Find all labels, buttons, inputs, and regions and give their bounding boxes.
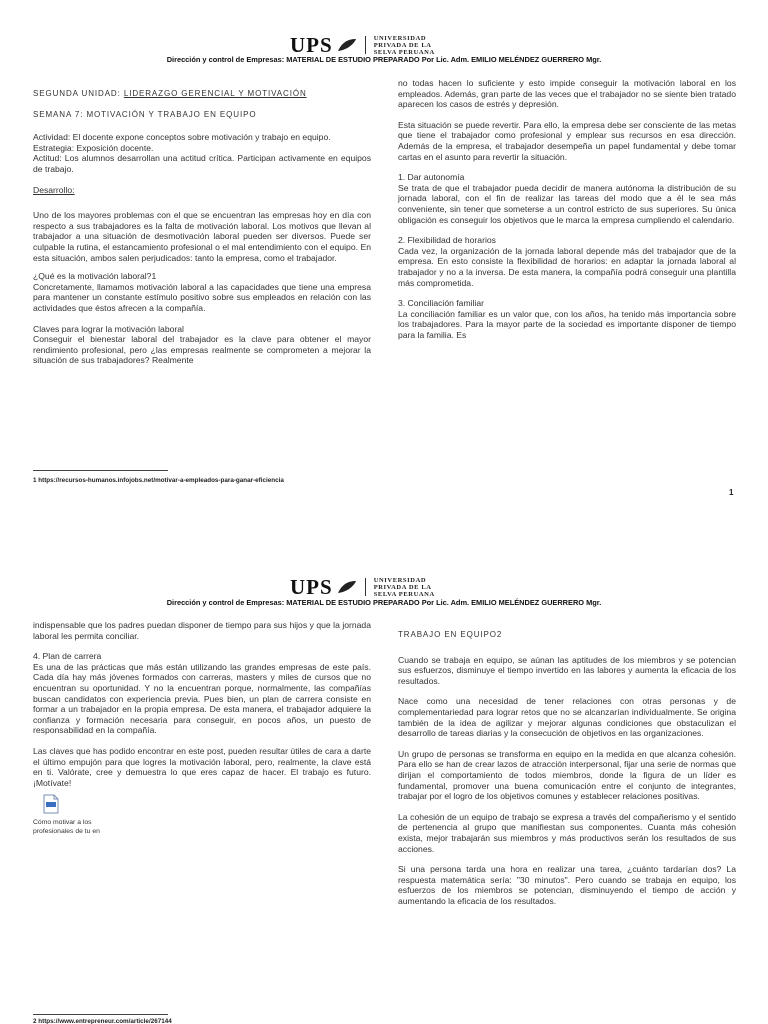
logo-university-name: UNIVERSIDAD PRIVADA DE LA SELVA PERUANA bbox=[373, 576, 435, 598]
page-separator bbox=[0, 530, 768, 566]
page-header: Dirección y control de Empresas: MATERIAL DE ESTUDIO PREPARADO Por Lic. Adm. EMILIO MELÉNDEZ GUERRERO Mgr. bbox=[166, 55, 602, 64]
footnote-rule-2 bbox=[33, 1014, 168, 1015]
intro-paragraph: Uno de los mayores problemas con el que se encuentran las empresas hoy en día con respecto a sus trabajadores es la falta de motivación laboral. Los motivos que llevan al trabajador a una situación de desmotivación laboral pueden ser diversos. Puede ser culpable la rutina, el estancamiento profesional o el mal entendimiento con el equipo. En esta situación, ambos salen perjudicados: tanto la empresa, como el trabajador. bbox=[33, 210, 371, 263]
page1-left-column bbox=[33, 89, 371, 374]
teamwork-heading: TRABAJO EN EQUIPO2 bbox=[398, 630, 503, 639]
page2-left-column bbox=[33, 620, 371, 836]
page-header-2: Dirección y control de Empresas: MATERIAL DE ESTUDIO PREPARADO Por Lic. Adm. EMILIO MELÉNDEZ GUERRERO Mgr. bbox=[166, 598, 602, 607]
attitude-text: Actitud: Los alumnos desarrollan una actitud crítica. Participan activamente en equipos de trabajo. bbox=[33, 153, 371, 174]
page2-right-column bbox=[398, 630, 736, 914]
closing-paragraph: Las claves que has podido encontrar en este post, pueden resultar útiles de cara a darte el último empujón para que logres la motivación laboral, pero, realmente, la clave está en ti. Valórate, cree y demuestra lo que eres capaz de hacer. El trabajo es futuro. ¡Motívate! bbox=[33, 745, 371, 788]
right-paragraph-1: no todas hacen lo suficiente y esto impide conseguir la motivación laboral en los empleados. Además, gran parte de las veces que el trabajador no se siente bien tratado aparecen los casos de estrés y depresión. bbox=[398, 78, 736, 110]
section-3-text: La conciliación familiar es un valor que, con los años, ha tenido más importancia sobre los trabajadores. Para la mayor parte de la sociedad es importante disponer de tiempo para la familia. Es bbox=[398, 308, 736, 340]
document-file-icon[interactable] bbox=[43, 794, 59, 814]
unit-title: SEGUNDA UNIDAD: LIDERAZGO GERENCIAL Y MOTIVACIÓN bbox=[33, 89, 307, 98]
left-paragraph-1: indispensable que los padres puedan disponer de tiempo para sus hijos y que la jornada laboral les permita conciliar. bbox=[33, 620, 371, 641]
section-2-heading: 2. Flexibilidad de horarios bbox=[398, 235, 496, 246]
page1-right-column bbox=[398, 78, 736, 348]
teamwork-paragraph-5: Si una persona tarda una hora en realizar una tarea, ¿cuánto tardarían dos? La respuesta matemática sería: "30 minutos". Pero cuando se trabaja en equipo, los esfuerzos de los miembros se potencian, disminuyendo el tiempo de acción y aumentando la eficacia de los resultados. bbox=[398, 864, 736, 906]
document-page-2 bbox=[0, 566, 768, 1024]
section-3-heading: 3. Conciliación familiar bbox=[398, 298, 484, 309]
teamwork-paragraph-4: La cohesión de un equipo de trabajo se expresa a través del compañerismo y el sentido de pertenencia al grupo que manifiestan sus componentes. Cuanta más cohesión exista, mejor trabajarán sus miembros y más productivos serán los resultados de sus acciones. bbox=[398, 811, 736, 854]
university-logo-2 bbox=[290, 576, 490, 598]
embedded-file-caption[interactable]: Cómo motivar a los profesionales de tu en bbox=[33, 819, 100, 836]
right-paragraph-2: Esta situación se puede revertir. Para ello, la empresa debe ser consciente de las metas que tiene el trabajador como profesional y emplear sus recursos en esa dirección. Además de la empresa, el trabajador desempeña un papel fundamental y debe tomar cartas en el asunto para revertir la situación. bbox=[398, 119, 736, 162]
section-4-heading: 4. Plan de carrera bbox=[33, 651, 102, 662]
logo-brand: UPS bbox=[290, 32, 333, 57]
week-title: SEMANA 7: MOTIVACIÓN Y TRABAJO EN EQUIPO bbox=[33, 109, 257, 119]
page-number: 1 bbox=[729, 488, 734, 497]
logo-brand: UPS bbox=[290, 574, 333, 599]
development-heading: Desarrollo: bbox=[33, 184, 75, 195]
logo-university-name: UNIVERSIDAD PRIVADA DE LA SELVA PERUANA bbox=[373, 34, 435, 56]
footnote-2[interactable]: 2 https://www.entrepreneur.com/article/267144 bbox=[33, 1018, 172, 1024]
section-1-text: Se trata de que el trabajador pueda decidir de manera autónoma la distribución de su jornada laboral, con el fin de realizar las tareas del modo que a él le sea más conveniente, sin tener que someterse a un control estricto de sus superiores. Su única obligación es conseguir los objetivos que le marca la empresa cumpliendo el calendario. bbox=[398, 182, 736, 225]
activity-text: Actividad: El docente expone conceptos sobre motivación y trabajo en equipo. bbox=[33, 132, 331, 143]
leaf-icon bbox=[337, 38, 357, 52]
section-4-text: Es una de las prácticas que más están utilizando las grandes empresas de este país. Cada día hay más jóvenes formados con carreras, masters y miles de cursos que no encuentran su oportunidad. Y no la encuentran porque, normalmente, las compañías buscan candidatos con experiencia previa. Pues bien, un plan de carrera consiste en formar a un trabajador en la propia empresa. De esta manera, el trabajador adquiere la confianza y formación necesaria para conseguir, en pocos años, un puesto de responsabilidad en la compañía. bbox=[33, 661, 371, 736]
keys-paragraph: Conseguir el bienestar laboral del trabajador es la clave para obtener el mayor rendimiento profesional, pero ¿las empresas realmente se comprometen a mejorar la situación de sus trabajadores? Realmente bbox=[33, 334, 371, 366]
section-2-text: Cada vez, la organización de la jornada laboral depende más del trabajador que de la empresa. En esto consiste la flexibilidad de horarios: en adaptar la jornada laboral al trabajador y no a la inversa. De esta manera, la compañía podrá conseguir una plantilla más comprometida. bbox=[398, 245, 736, 288]
teamwork-paragraph-3: Un grupo de personas se transforma en equipo en la medida en que alcanza cohesión. Para ello se han de crear lazos de atracción interpersonal, fijar una serie de normas que dirijan el comportamiento de todos miembros, donde la figura de un líder es fundamental, promover una buena comunicación entre el conjunto de integrantes, trabajar por el logro de los objetivos comunes y establecer relaciones positivas. bbox=[398, 748, 736, 802]
embedded-file[interactable] bbox=[33, 794, 371, 836]
motivation-question-heading: ¿Qué es la motivación laboral?1 bbox=[33, 271, 157, 282]
keys-heading: Claves para lograr la motivación laboral bbox=[33, 323, 184, 334]
logo-divider bbox=[365, 36, 366, 54]
leaf-icon bbox=[337, 580, 357, 594]
motivation-definition: Concretamente, llamamos motivación laboral a las capacidades que tiene una empresa para mantener un constante estímulo positivo sobre sus empleados en relación con las actividades que éstos afrecen a la compañía. bbox=[33, 281, 371, 313]
university-logo bbox=[290, 34, 490, 56]
strategy-text: Estrategia: Exposición docente. bbox=[33, 142, 154, 153]
teamwork-paragraph-1: Cuando se trabaja en equipo, se aúnan las aptitudes de los miembros y se potencian sus esfuerzos, disminuye el tiempo invertido en las labores y aumenta la eficacia de los resultados. bbox=[398, 654, 736, 686]
logo-divider bbox=[365, 578, 366, 596]
teamwork-paragraph-2: Nace como una necesidad de tener relaciones con otras personas y de complementariedad para lograr retos que no se alcanzarían individualmente. Se origina también de la idea de agilizar y mejorar algunas condiciones que obstaculizan el desarrollo de tareas diarias y la consecución de objetivos en las organizaciones. bbox=[398, 696, 736, 739]
footnote-1: 1 https://recursos-humanos.infojobs.net/motivar-a-empleados-para-ganar-eficiencia bbox=[33, 477, 284, 484]
footnote-rule bbox=[33, 470, 168, 471]
section-1-heading: 1. Dar autonomía bbox=[398, 172, 465, 183]
